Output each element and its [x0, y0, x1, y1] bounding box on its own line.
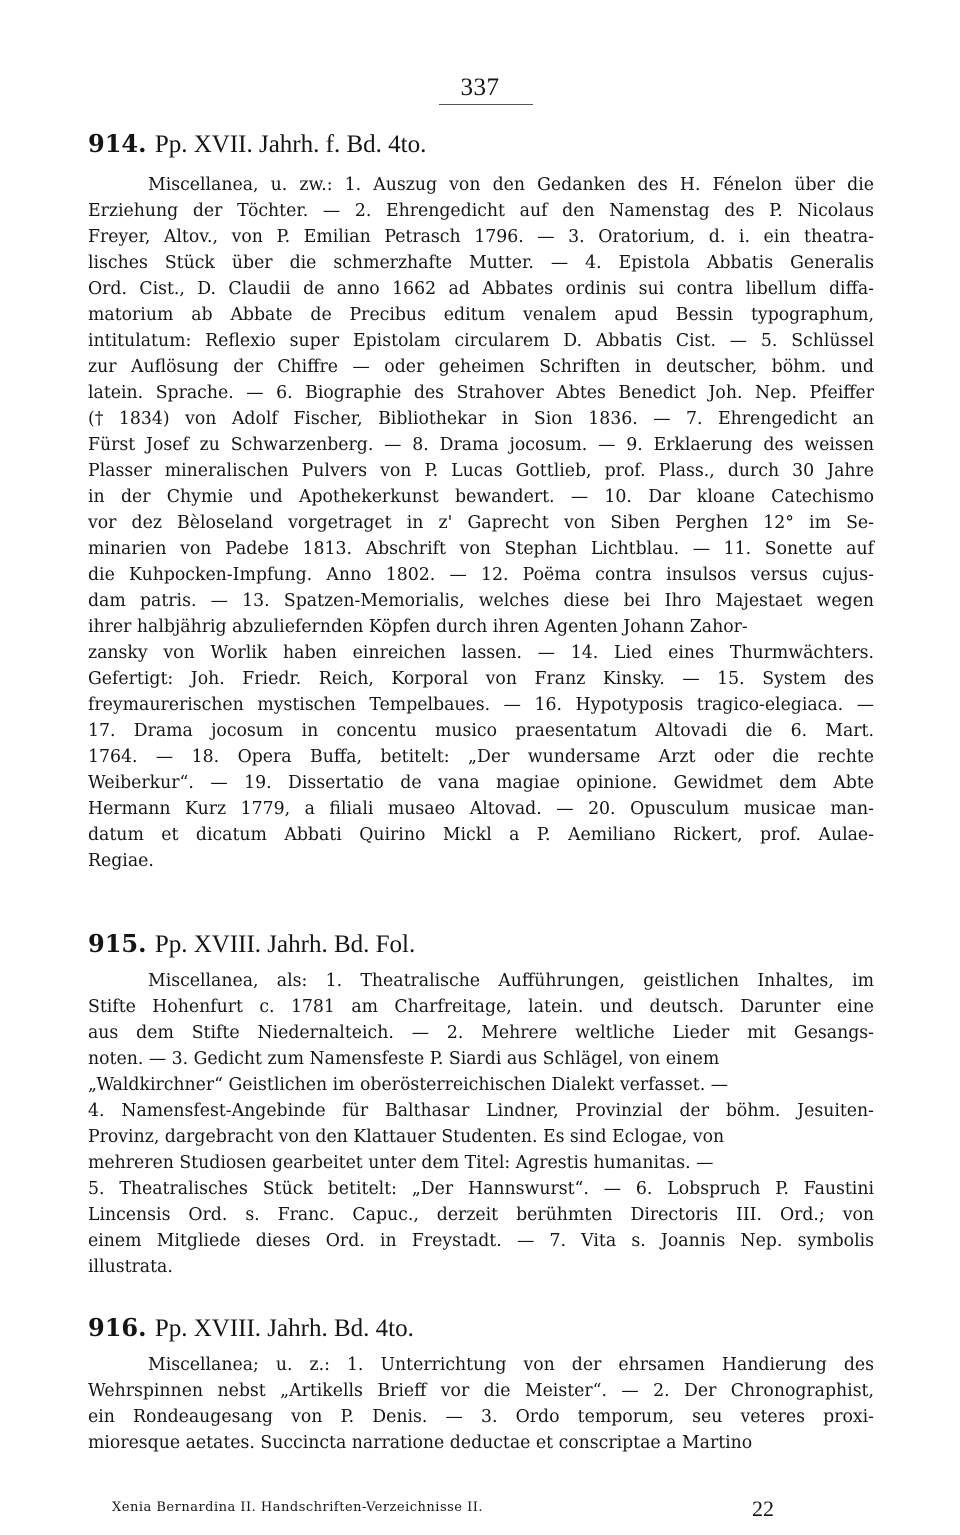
text-line: Stifte Hohenfurt c. 1781 am Charfreitage, latein. und deutsch. Darunter eine — [88, 997, 874, 1017]
page-number: 337 — [460, 74, 500, 101]
entry-number: 915. — [88, 929, 147, 958]
text-line: mioresque aetates. Succincta narratione deductae et conscriptae a Martino — [88, 1433, 753, 1453]
entry-description: Pp. XVIII. Jahrh. Bd. Fol. — [154, 931, 416, 958]
text-line: minarien von Padebe 1813. Abschrift von Stephan Lichtblau. — 11. Sonette auf — [88, 539, 874, 559]
text-line: ein Rondeaugesang von P. Denis. — 3. Ordo temporum, seu veteres proxi- — [88, 1407, 874, 1427]
text-line: 17. Drama jocosum in concentu musico praesentatum Altovadi die 6. Mart. — [88, 721, 874, 741]
text-line: Erziehung der Töchter. — 2. Ehrengedicht auf den Namenstag des P. Nicolaus — [88, 201, 874, 221]
text-line: ihrer halbjährig abzuliefernden Köpfen durch ihren Agenten Johann Zahor- — [88, 617, 748, 637]
text-line: Miscellanea, als: 1. Theatralische Aufführungen, geistlichen Inhaltes, im — [148, 971, 874, 991]
text-line: Miscellanea, u. zw.: 1. Auszug von den Gedanken des H. Fénelon über die — [148, 175, 874, 195]
text-line: „Waldkirchner“ Geistlichen im oberösterreichischen Dialekt verfasset. — — [88, 1075, 729, 1095]
page-number-rule — [439, 104, 533, 105]
text-line: in der Chymie und Apothekerkunst bewandert. — 10. Dar kloane Catechismo — [88, 487, 874, 507]
text-line: Gefertigt: Joh. Friedr. Reich, Korporal von Franz Kinsky. — 15. System des — [88, 669, 874, 689]
text-line: latein. Sprache. — 6. Biographie des Strahover Abtes Benedict Joh. Nep. Pfeiffer — [88, 383, 874, 403]
text-line: Plasser mineralischen Pulvers von P. Lucas Gottlieb, prof. Plass., durch 30 Jahre — [88, 461, 874, 481]
text-line: mehreren Studiosen gearbeitet unter dem Titel: Agrestis humanitas. — — [88, 1153, 714, 1173]
text-line: intitulatum: Reflexio super Epistolam circularem D. Abbatis Cist. — 5. Schlüssel — [88, 331, 874, 351]
text-line: illustrata. — [88, 1257, 173, 1277]
entry-description: Pp. XVIII. Jahrh. Bd. 4to. — [154, 1315, 414, 1342]
text-line: († 1834) von Adolf Fischer, Bibliothekar in Sion 1836. — 7. Ehrengedicht an — [88, 409, 874, 429]
entry-number: 916. — [88, 1313, 147, 1342]
text-line: noten. — 3. Gedicht zum Namensfeste P. Siardi aus Schlägel, von einem — [88, 1049, 720, 1069]
entry-heading-916 — [88, 1312, 414, 1345]
text-line: freymaurerischen mystischen Tempelbaues. — 16. Hypotyposis tragico-elegiaca. — — [88, 695, 874, 715]
text-line: 1764. — 18. Opera Buffa, betitelt: „Der wundersame Arzt oder die rechte — [88, 747, 874, 767]
text-line: 4. Namensfest-Angebinde für Balthasar Lindner, Provinzial der böhm. Jesuiten- — [88, 1101, 874, 1121]
entry-body-916 — [88, 1352, 874, 1456]
text-line: zansky von Worlik haben einreichen lassen. — 14. Lied eines Thurmwächters. — [88, 643, 874, 663]
text-line: 5. Theatralisches Stück betitelt: „Der Hannswurst“. — 6. Lobspruch P. Faustini — [88, 1179, 874, 1199]
entry-body-914 — [88, 172, 874, 874]
text-line: Freyer, Altov., von P. Emilian Petrasch 1796. — 3. Oratorium, d. i. ein theatra- — [88, 227, 874, 247]
entry-heading-914 — [88, 128, 426, 161]
text-line: Ord. Cist., D. Claudii de anno 1662 ad Abbates ordinis sui contra libellum diffa- — [88, 279, 874, 299]
text-line: Fürst Josef zu Schwarzenberg. — 8. Drama jocosum. — 9. Erklaerung des weissen — [88, 435, 874, 455]
entry-heading-915 — [88, 928, 415, 961]
text-line: die Kuhpocken-Impfung. Anno 1802. — 12. Poëma contra insulsos versus cujus- — [88, 565, 874, 585]
text-line: Provinz, dargebracht von den Klattauer Studenten. Es sind Eclogae, von — [88, 1127, 725, 1147]
entry-body-915 — [88, 968, 874, 1280]
text-line: aus dem Stifte Niedernalteich. — 2. Mehrere weltliche Lieder mit Gesangs- — [88, 1023, 874, 1043]
text-line: datum et dicatum Abbati Quirino Mickl a P. Aemiliano Rickert, prof. Aulae- — [88, 825, 874, 845]
text-line: Lincensis Ord. s. Franc. Capuc., derzeit berühmten Directoris III. Ord.; von — [88, 1205, 874, 1225]
text-line: einem Mitgliede dieses Ord. in Freystadt. — 7. Vita s. Joannis Nep. symbolis — [88, 1231, 874, 1251]
text-line: Regiae. — [88, 851, 154, 871]
page-footer — [112, 1496, 792, 1526]
footer-title: Xenia Bernardina II. Handschriften-Verzeichnisse II. — [112, 1500, 484, 1515]
text-line: Hermann Kurz 1779, a filiali musaeo Altovad. — 20. Opusculum musicae man- — [88, 799, 874, 819]
text-line: Wehrspinnen nebst „Artikells Brieff vor die Meister“. — 2. Der Chronographist, — [88, 1381, 874, 1401]
text-line: zur Auflösung der Chiffre — oder geheimen Schriften in deutscher, böhm. und — [88, 357, 874, 377]
text-line: Weiberkur“. — 19. Dissertatio de vana magiae opinione. Gewidmet dem Abte — [88, 773, 874, 793]
text-line: Miscellanea; u. z.: 1. Unterrichtung von der ehrsamen Handierung des — [148, 1355, 874, 1375]
text-line: matorium ab Abbate de Precibus editum venalem apud Bessin typographum, — [88, 305, 874, 325]
entry-description: Pp. XVII. Jahrh. f. Bd. 4to. — [154, 131, 427, 158]
entry-number: 914. — [88, 129, 147, 158]
signature-mark: 22 — [752, 1496, 774, 1521]
text-line: dam patris. — 13. Spatzen-Memorialis, welches diese bei Ihro Majestaet wegen — [88, 591, 874, 611]
text-line: vor dez Bèloseland vorgetraget in z' Gaprecht von Siben Perghen 12° im Se- — [88, 513, 874, 533]
text-line: lisches Stück über die schmerzhafte Mutter. — 4. Epistola Abbatis Generalis — [88, 253, 874, 273]
